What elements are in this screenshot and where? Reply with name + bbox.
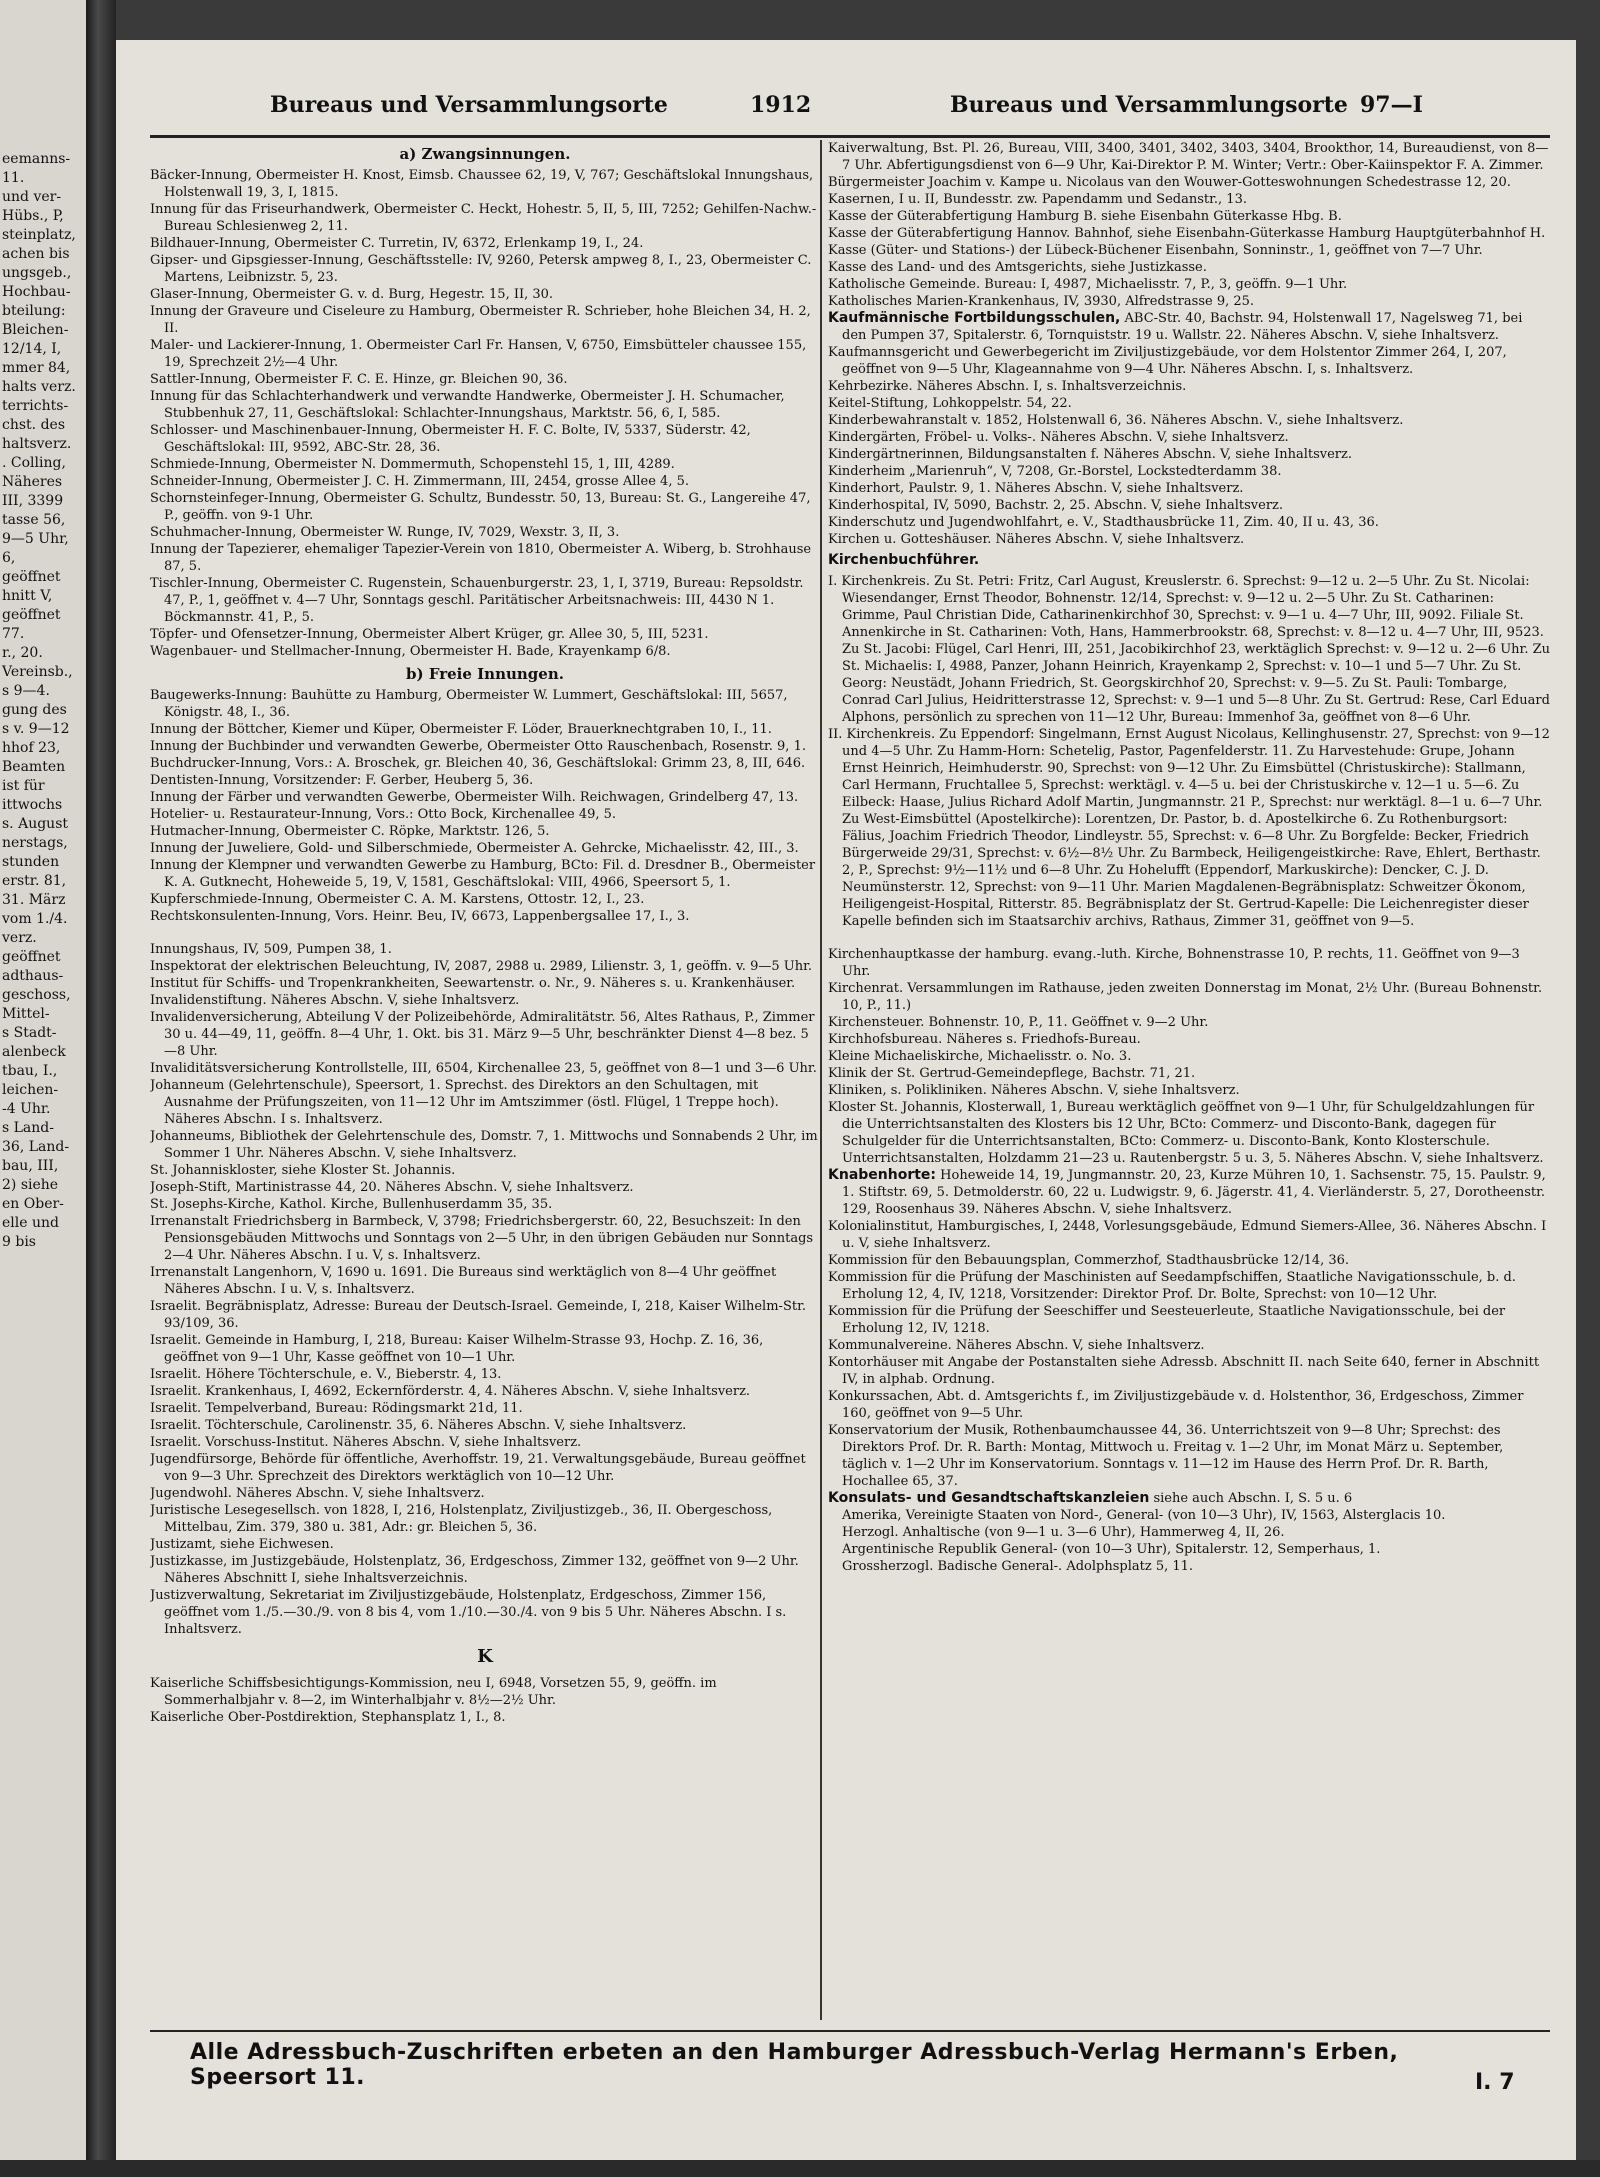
konsulats-item: Grossherzogl. Badische General-. Adolphsplatz 5, 11. (842, 1559, 1194, 1574)
left-page-fragment: Hochbau- (2, 284, 71, 300)
left-page-fragment: haltsverz. (2, 436, 72, 452)
left-page-fragment: Beamten (2, 759, 66, 775)
left-page-fragment: -4 Uhr. (2, 1101, 51, 1117)
right-mid-entry: Kirchen u. Gotteshäuser. Näheres Abschn. V, siehe Inhaltsverz. (828, 532, 1245, 547)
right-lower-entry: Kliniken, s. Polikliniken. Näheres Abschn. V, siehe Inhaltsverz. (828, 1083, 1240, 1098)
misc-entry: Johanneum (Gelehrtenschule), Speersort, 1. Sprechst. des Direktors an den Schultagen, mit Ausnahme der Prüfungszeiten, von 11—12 Uhr im Amtszimmer (östl. Flügel, 1 Treppe hoch). Näheres Abschn. I s. Inhaltsverz. (150, 1078, 779, 1127)
left-page-fragment: elle und (2, 1215, 59, 1231)
kirchen-title: Kirchenbuchführer. (828, 552, 980, 568)
misc-entry: Johanneums, Bibliothek der Gelehrtenschule des, Domstr. 7, 1. Mittwochs und Sonnabends 2 Uhr, im Sommer 1 Uhr. Näheres Abschn. V, siehe Inhaltsverz. (150, 1129, 818, 1161)
kirchen-list (828, 573, 1550, 930)
k-entry: Kaiserliche Ober-Postdirektion, Stephansplatz 1, I., 8. (150, 1710, 506, 1725)
header-right-title: Bureaus und Versammlungsorte (950, 92, 1348, 118)
right-top-entry: Kasse der Güterabfertigung Hamburg B. siehe Eisenbahn Güterkasse Hbg. B. (828, 209, 1342, 224)
left-page-fragment: erstr. 81, (2, 873, 67, 889)
freie-entry: Hotelier- u. Restaurateur-Innung, Vors.: Otto Bock, Kirchenallee 49, 5. (150, 807, 617, 822)
freie-entry: Dentisten-Innung, Vorsitzender: F. Gerber, Heuberg 5, 36. (150, 773, 534, 788)
zwangs-list (150, 167, 820, 660)
left-page-fragment: achen bis (2, 246, 70, 262)
freie-entry: Innung der Klempner und verwandten Gewerbe zu Hamburg, BCto: Fil. d. Dresdner B., Obermeister K. A. Gutknecht, Hoheweide 5, 19, V, 1581, Geschäftslokal: VIII, 4966, Speersort 5, 1. (150, 858, 816, 890)
footer-rule (150, 2030, 1550, 2032)
left-page-fragment: bteilung: (2, 303, 66, 319)
zwangs-entry: Innung für das Schlachterhandwerk und verwandte Handwerke, Obermeister J. H. Schumacher, Stubbenhuk 27, 11, Geschäftslokal: Schlachter-Innungshaus, Marktstr. 56, 6, I, 585. (150, 389, 785, 421)
right-lower-list (828, 946, 1550, 1167)
right-lower-entry: Kirchenhauptkasse der hamburg. evang.-luth. Kirche, Bohnenstrasse 10, P. rechts, 11. Geöffnet von 9—3 Uhr. (828, 947, 1520, 979)
left-page-fragment: 2) siehe (2, 1177, 59, 1193)
left-page-fragment: hnitt V, (2, 588, 53, 604)
kaufm-entry (828, 310, 1550, 344)
left-page-fragment: geschoss, (2, 987, 71, 1003)
left-page-fragment: eemanns- (2, 151, 71, 167)
misc-entry: Justizamt, siehe Eichwesen. (150, 1537, 334, 1552)
left-page-fragment: alenbeck (2, 1044, 66, 1060)
freie-entry: Innung der Buchbinder und verwandten Gewerbe, Obermeister Otto Rauschenbach, Rosenstr. 9, 1. (150, 739, 806, 754)
page-header (150, 92, 1550, 132)
left-page-fragment: gung des (2, 702, 67, 718)
left-page-fragment: r., 20. (2, 645, 43, 661)
misc-entry: Israelit. Höhere Töchterschule, e. V., Bieberstr. 4, 13. (150, 1367, 502, 1382)
right-top-entry: Kasse der Güterabfertigung Hannov. Bahnhof, siehe Eisenbahn-Güterkasse Hamburg Hauptgüterbahnhof H. (828, 226, 1546, 241)
zwangs-entry: Innung der Tapezierer, ehemaliger Tapezier-Verein von 1810, Obermeister A. Wiberg, b. Strohhause 87, 5. (150, 542, 812, 574)
right-top-entry: Bürgermeister Joachim v. Kampe u. Nicolaus van den Wouwer-Gotteswohnungen Schedestrasse 12, 20. (828, 175, 1511, 190)
left-page-edge (0, 0, 86, 2177)
left-page-fragment: en Ober- (2, 1196, 64, 1212)
right-mid-entry: Kindergärten, Fröbel- u. Volks-. Näheres Abschn. V, siehe Inhaltsverz. (828, 430, 1289, 445)
left-page-fragment: ungsgeb., (2, 265, 72, 281)
zwangs-entry: Schornsteinfeger-Innung, Obermeister G. Schultz, Bundesstr. 50, 13, Bureau: St. G., Langereihe 47, P., geöffn. von 9-1 Uhr. (150, 491, 811, 523)
freie-entry: Kupferschmiede-Innung, Obermeister C. A. M. Karstens, Ottostr. 12, I., 23. (150, 892, 645, 907)
left-page-fragments (0, 0, 86, 1252)
zwangs-entry: Tischler-Innung, Obermeister C. Rugenstein, Schauenburgerstr. 23, 1, I, 3719, Bureau: Repsoldstr. 47, P., 1, geöffnet v. 4—7 Uhr, Sonntags geschl. Paritätischer Arbeitsnachweis: III, 4430 N 1. Böckmannstr. 41, P., 5. (150, 576, 804, 625)
left-page-fragment: ist für (2, 778, 45, 794)
misc-entry: Israelit. Gemeinde in Hamburg, I, 218, Bureau: Kaiser Wilhelm-Strasse 93, Hochp. Z. 16, 36, geöffnet von 9—1 Uhr, Kasse geöffnet von 10—1 Uhr. (150, 1333, 764, 1365)
knaben-title: Knabenhorte: (828, 1167, 937, 1183)
zwangs-entry: Gipser- und Gipsgiesser-Innung, Geschäftsstelle: IV, 9260, Petersk ampweg 8, I., 23, Obermeister C. Martens, Leibnizstr. 5, 23. (150, 253, 812, 285)
right-bottom-entry: Kolonialinstitut, Hamburgisches, I, 2448, Vorlesungsgebäude, Edmund Siemers-Allee, 36. Näheres Abschn. I u. V, siehe Inhaltsverz. (828, 1219, 1547, 1251)
freie-entry: Buchdrucker-Innung, Vors.: A. Broschek, gr. Bleichen 40, 36, Geschäftslokal: Grimm 23, 8, III, 646. (150, 756, 806, 771)
left-page-fragment: 9 bis (2, 1234, 36, 1250)
misc-entry: Innungshaus, IV, 509, Pumpen 38, 1. (150, 942, 392, 957)
right-bottom-list (828, 1218, 1550, 1490)
misc-entry: St. Josephs-Kirche, Kathol. Kirche, Bullenhuserdamm 35, 35. (150, 1197, 553, 1212)
left-page-fragment: tasse 56, (2, 512, 66, 528)
header-year: 1912 (750, 92, 812, 118)
left-page-fragment: Vereinsb., (2, 664, 73, 680)
misc-entry: St. Johanniskloster, siehe Kloster St. Johannis. (150, 1163, 456, 1178)
section-title-k: K (477, 1646, 493, 1667)
misc-entry: Invalidenstiftung. Näheres Abschn. V, siehe Inhaltsverz. (150, 993, 520, 1008)
left-page-fragment: 77. (2, 626, 25, 642)
right-lower-entry: Kirchhofsbureau. Näheres s. Friedhofs-Bureau. (828, 1032, 1141, 1047)
right-top-entry: Kasernen, I u. II, Bundesstr. zw. Papendamm und Sedanstr., 13. (828, 192, 1247, 207)
left-page-fragment: s v. 9—12 (2, 721, 70, 737)
right-bottom-entry: Konkurssachen, Abt. d. Amtsgerichts f., im Ziviljustizgebäude v. d. Holstenthor, 36, Erdgeschoss, Zimmer 160, geöffnet von 9—5 Uhr. (828, 1389, 1524, 1421)
konsulats-text: siehe auch Abschn. I, S. 5 u. 6 (1153, 1491, 1353, 1506)
misc-entry: Juristische Lesegesellsch. von 1828, I, 216, Holstenplatz, Ziviljustizgeb., 36, II. Obergeschoss, Mittelbau, Zim. 379, 380 u. 381, Adr.: gr. Bleichen 5, 36. (150, 1503, 773, 1535)
misc-entry: Israelit. Tempelverband, Bureau: Rödingsmarkt 21d, 11. (150, 1401, 523, 1416)
left-page-fragment: s 9—4. (2, 683, 50, 699)
left-page-fragment: s Land- (2, 1120, 54, 1136)
right-mid-entry: Keitel-Stiftung, Lohkoppelstr. 54, 22. (828, 396, 1072, 411)
misc-entry: Irrenanstalt Friedrichsberg in Barmbeck, V, 3798; Friedrichsbergerstr. 60, 22, Besuchszeit: In den Pensionsgebäuden Mittwochs und Sonntags von 2—5 Uhr, in den übrigen Gebäuden nur Sonntags 2—4 Uhr. Näheres Abschn. I u. V, s. Inhaltsverz. (150, 1214, 814, 1263)
zwangs-entry: Innung für das Friseurhandwerk, Obermeister C. Heckt, Hohestr. 5, II, 5, III, 7252; Gehilfen-Nachw.-Bureau Schlesienweg 2, 11. (150, 202, 817, 234)
konsulats-item: Amerika, Vereinigte Staaten von Nord-, General- (von 10—3 Uhr), IV, 1563, Alsterglacis 10. (842, 1508, 1446, 1523)
left-page-fragment: geöffnet (2, 607, 61, 623)
right-mid-entry: Kinderschutz und Jugendwohlfahrt, e. V., Stadthausbrücke 11, Zim. 40, II u. 43, 36. (828, 515, 1379, 530)
left-page-fragment: Mittel- (2, 1006, 50, 1022)
zwangs-entry: Maler- und Lackierer-Innung, 1. Obermeister Carl Fr. Hansen, V, 6750, Eimsbütteler chaussee 155, 19, Sprechzeit 2½—4 Uhr. (150, 338, 807, 370)
left-page-fragment: s Stadt- (2, 1025, 57, 1041)
left-page-fragment: 36, Land- (2, 1139, 70, 1155)
freie-list (150, 687, 820, 925)
konsulats-item: Argentinische Republik General- (von 10—3 Uhr), Spitalerstr. 12, Semperhaus, 1. (842, 1542, 1381, 1557)
left-page-fragment: terrichts- (2, 398, 69, 414)
right-mid-entry: Kindergärtnerinnen, Bildungsanstalten f. Näheres Abschn. V, siehe Inhaltsverz. (828, 447, 1352, 462)
left-page-fragment: und ver- (2, 189, 62, 205)
konsulats-entry (828, 1490, 1550, 1507)
left-page-fragment: adthaus- (2, 968, 64, 984)
freie-entry: Innung der Färber und verwandten Gewerbe, Obermeister Wilh. Reichwagen, Grindelberg 47, 13. (150, 790, 799, 805)
left-page-fragment: 12/14, I, (2, 341, 62, 357)
header-left-title: Bureaus und Versammlungsorte (270, 92, 668, 118)
freie-entry: Hutmacher-Innung, Obermeister C. Röpke, Marktstr. 126, 5. (150, 824, 550, 839)
left-page-fragment: tbau, I., (2, 1063, 58, 1079)
left-page-fragment: nerstags, (2, 835, 68, 851)
right-top-entry: Kasse des Land- und des Amtsgerichts, siehe Justizkasse. (828, 260, 1207, 275)
zwangs-entry: Sattler-Innung, Obermeister F. C. E. Hinze, gr. Bleichen 90, 36. (150, 372, 568, 387)
left-page-fragment: halts verz. (2, 379, 76, 395)
freie-entry: Innung der Juweliere, Gold- und Silberschmiede, Obermeister A. Gehrcke, Michaelisstr. 42, III., 3. (150, 841, 799, 856)
zwangs-entry: Innung der Graveure und Ciseleure zu Hamburg, Obermeister R. Schrieber, hohe Bleichen 34, H. 2, II. (150, 304, 811, 336)
section-title-freie-innungen: b) Freie Innungen. (406, 665, 564, 683)
right-top-entry: Katholische Gemeinde. Bureau: I, 4987, Michaelisstr. 7, P., 3, geöffn. 9—1 Uhr. (828, 277, 1348, 292)
scan-bottom-edge (0, 2160, 1600, 2177)
left-page-fragment: 11. (2, 170, 25, 186)
right-column (820, 140, 1550, 2020)
left-page-fragment: stunden (2, 854, 60, 870)
left-page-fragment: steinplatz, (2, 227, 76, 243)
misc-entry: Israelit. Begräbnisplatz, Adresse: Bureau der Deutsch-Israel. Gemeinde, I, 218, Kaiser Wilhelm-Str. 93/109, 36. (150, 1299, 806, 1331)
left-page-fragment: 9—5 Uhr, (2, 531, 69, 547)
kirchen-entry: II. Kirchenkreis. Zu Eppendorf: Singelmann, Ernst August Nicolaus, Kellinghusenstr. 27, Sprechst: von 9—12 und 4—5 Uhr. Zu Hamm-Horn: Schetelig, Pastor, Pagenfelderstr. 11. Zu Harvestehude: Grupe, Johann Ernst Heinrich, Heimhuderstr. 90, Sprechst: von 9—12 Uhr. Zu Eimsbüttel (Christuskirche): Stallmann, Carl Hermann, Fruchtallee 5, Sprechst: werktägl. v. 4—5 u. bei der Christuskirche v. 12—1 u. 5—6. Zu Eilbeck: Haase, Julius Richard Adolf Martin, Jungmannstr. 21 P., Sprechst: nur werktägl. 8—1 u. 6—7 Uhr. Zu West-Eimsbüttel (Apostelkirche): Lorentzen, Dr. Pastor, b. d. Apostelkirche 6. Zu Rothenburgsort: Fälius, Joachim Friedrich Theodor, Lindleystr. 55, Sprechst: v. 6—8 Uhr. Zu Borgfelde: Becker, Friedrich Bürgerweide 29/31, Sprechst: v. 6½—8½ Uhr. Zu Barmbeck, Heiligengeistkirche: Rave, Ehlert, Berthastr. 2, P., Sprechst: 9½—11½ und 6—8 Uhr. Zu Hohelufft (Eppendorf, Markuskirche): Dencker, C. J. D. Neumünsterstr. 12, Sprechst: von 9—11 Uhr. Marien Magdalenen-Begräbnisplatz: Schweitzer Ökonom, Heiligengeist-Hospital, Ritterstr. 85. Begräbnisplatz der St. Gertrud-Kapelle: Die Leichenregister dieser Kapelle befinden sich im Staatsarchiv archivs, Rathaus, Zimmer 31, geöffnet von 9—5. (828, 727, 1550, 929)
k-entry: Kaiserliche Schiffsbesichtigungs-Kommission, neu I, 6948, Vorsetzen 55, 9, geöffn. im Sommerhalbjahr v. 8—2, im Winterhalbjahr v. 8½—2½ Uhr. (150, 1676, 717, 1708)
misc-entry: Joseph-Stift, Martinistrasse 44, 20. Näheres Abschn. V, siehe Inhaltsverz. (150, 1180, 634, 1195)
footer-notice: Alle Adressbuch-Zuschriften erbeten an den Hamburger Adressbuch-Verlag Hermann's Erben, Speersort 11. (190, 2040, 1399, 2090)
right-lower-entry: Klinik der St. Gertrud-Gemeindepflege, Bachstr. 71, 21. (828, 1066, 1196, 1081)
kirchen-entry: I. Kirchenkreis. Zu St. Petri: Fritz, Carl August, Kreuslerstr. 6. Sprechst: 9—12 u. 2—5 Uhr. Zu St. Nicolai: Wiesendanger, Ernst Theodor, Bohnenstr. 12/14, Sprechst: v. 9—12 u. 2—5 Uhr. Zu St. Catharinen: Grimme, Paul Christian Dide, Catharinenkirchhof 30, Sprechst: v. 9—1 u. 4—7 Uhr, III, 9092. Filiale St. Annenkirche in St. Catharinen: Voth, Hans, Hammerbrookstr. 68, Sprechst: v. 8—12 u. 4—7 Uhr, III, 9523. Zu St. Jacobi: Flügel, Carl Henri, III, 251, Jacobikirchhof 23, werktäglich Sprechst: v. 9—12 u. 2—6 Uhr. Zu St. Michaelis: I, 4988, Panzer, Johann Heinrich, Krayenkamp 2, Sprechst: v. 10—1 und 5—7 Uhr. Zu St. Georg: Neustädt, Johann Friedrich, St. Georgskirchhof 20, Sprechst: v. 9—5. Zu St. Pauli: Tombarge, Conrad Carl Julius, Heidritterstrasse 12, Sprechst: v. 9—1 und 5—8 Uhr. Zu St. Gertrud: Rese, Carl Eduard Alphons, persönlich zu sprechen von 11—12 Uhr, Bureau: Immenhof 3a, geöffnet von 8—6 Uhr. (828, 574, 1550, 725)
book-spine (86, 0, 116, 2177)
konsulats-list (828, 1507, 1550, 1575)
zwangs-entry: Bildhauer-Innung, Obermeister C. Turretin, IV, 6372, Erlenkamp 19, I., 24. (150, 236, 644, 251)
right-top-entry: Katholisches Marien-Krankenhaus, IV, 3930, Alfredstrasse 9, 25. (828, 294, 1255, 309)
left-page-fragment: 31. März (2, 892, 66, 908)
misc-entry: Jugendfürsorge, Behörde für öffentliche, Averhoffstr. 19, 21. Verwaltungsgebäude, Bureau geöffnet von 9—3 Uhr. Sprechzeit des Direktors werktäglich von 10—12 Uhr. (150, 1452, 806, 1484)
zwangs-entry: Schneider-Innung, Obermeister J. C. H. Zimmermann, III, 2454, grosse Allee 4, 5. (150, 474, 689, 489)
misc-entry: Justizkasse, im Justizgebäude, Holstenplatz, 36, Erdgeschoss, Zimmer 132, geöffnet von 9—2 Uhr. Näheres Abschnitt I, siehe Inhaltsverzeichnis. (150, 1554, 799, 1586)
left-page-fragment: 6, (2, 550, 16, 566)
misc-entry: Israelit. Töchterschule, Carolinenstr. 35, 6. Näheres Abschn. V, siehe Inhaltsverz. (150, 1418, 687, 1433)
left-page-fragment: chst. des (2, 417, 65, 433)
kaufm-title: Kaufmännische Fortbildungsschulen, (828, 310, 1121, 326)
right-mid-entry: Kaufmannsgericht und Gewerbegericht im Ziviljustizgebäude, vor dem Holstentor Zimmer 264, I, 207, geöffnet von 9—5 Uhr, Klageannahme von 9—4 Uhr. Näheres Abschn. I, s. Inhaltsverz. (828, 345, 1507, 377)
misc-entry: Institut für Schiffs- und Tropenkrankheiten, Seewartenstr. o. Nr., 9. Näheres s. u. Krankenhäuser. (150, 976, 796, 991)
misc-list (150, 941, 820, 1638)
kaufm-text: ABC-Str. 40, Bachstr. 94, Holstenwall 17, Nagelsweg 71, bei den Pumpen 37, Spitalerstr. 6, Tornquiststr. 19 u. Wallstr. 22. Näheres Abschn. V, siehe Inhaltsverz. (842, 311, 1523, 343)
right-bottom-entry: Kommission für den Bebauungsplan, Commerzhof, Stadthausbrücke 12/14, 36. (828, 1253, 1350, 1268)
left-page-fragment: mmer 84, (2, 360, 71, 376)
left-page-fragment: Hübs., P, (2, 208, 64, 224)
right-bottom-entry: Kommunalvereine. Näheres Abschn. V, siehe Inhaltsverz. (828, 1338, 1205, 1353)
freie-entry: Baugewerks-Innung: Bauhütte zu Hamburg, Obermeister W. Lummert, Geschäftslokal: III, 5657, Königstr. 48, I., 36. (150, 688, 788, 720)
left-page-fragment: hhof 23, (2, 740, 61, 756)
right-mid-entry: Kinderheim „Marienruh“, V, 7208, Gr.-Borstel, Lockstedterdamm 38. (828, 464, 1282, 479)
zwangs-entry: Töpfer- und Ofensetzer-Innung, Obermeister Albert Krüger, gr. Allee 30, 5, III, 5231. (150, 627, 709, 642)
konsulats-title: Konsulats- und Gesandtschaftskanzleien (828, 1490, 1150, 1506)
left-page-fragment: III, 3399 (2, 493, 64, 509)
left-page-fragment: Bleichen- (2, 322, 69, 338)
section-title-zwangsinnungen: a) Zwangsinnungen. (399, 145, 571, 163)
left-page-fragment: s. August (2, 816, 69, 832)
left-column (150, 140, 820, 2020)
left-page-fragment: Näheres (2, 474, 63, 490)
misc-entry: Jugendwohl. Näheres Abschn. V, siehe Inhaltsverz. (150, 1486, 485, 1501)
left-page-fragment: ittwochs (2, 797, 63, 813)
header-rule (150, 135, 1550, 138)
right-top-list (828, 140, 1550, 310)
left-page-fragment: geöffnet (2, 569, 61, 585)
zwangs-entry: Bäcker-Innung, Obermeister H. Knost, Eimsb. Chaussee 62, 19, V, 767; Geschäftslokal Innungshaus, Holstenwall 19, 3, I, 1815. (150, 168, 814, 200)
left-page-fragment: . Colling, (2, 455, 66, 471)
header-page: 97—I (1360, 92, 1423, 118)
right-bottom-entry: Kontorhäuser mit Angabe der Postanstalten siehe Adressb. Abschnitt II. nach Seite 640, ferner in Abschnitt IV, in alphab. Ordnung. (828, 1355, 1540, 1387)
misc-entry: Irrenanstalt Langenhorn, V, 1690 u. 1691. Die Bureaus sind werktäglich von 8—4 Uhr geöffnet Näheres Abschn. I u. V, s. Inhaltsverz. (150, 1265, 777, 1297)
misc-entry: Israelit. Vorschuss-Institut. Näheres Abschn. V, siehe Inhaltsverz. (150, 1435, 582, 1450)
zwangs-entry: Wagenbauer- und Stellmacher-Innung, Obermeister H. Bade, Krayenkamp 6/8. (150, 644, 671, 659)
right-lower-entry: Kleine Michaeliskirche, Michaelisstr. o. No. 3. (828, 1049, 1132, 1064)
right-bottom-entry: Kommission für die Prüfung der Maschinisten auf Seedampfschiffen, Staatliche Navigationsschule, b. d. Erholung 12, 4, IV, 1218, Vorsitzender: Direktor Prof. Dr. Bolte, Sprechst: von 10—12 Uhr. (828, 1270, 1516, 1302)
zwangs-entry: Schuhmacher-Innung, Obermeister W. Runge, IV, 7029, Wexstr. 3, II, 3. (150, 525, 620, 540)
misc-entry: Invaliditätsversicherung Kontrollstelle, III, 6504, Kirchenallee 23, 5, geöffnet von 8—1 und 3—6 Uhr. (150, 1061, 817, 1076)
left-page-fragment: verz. (2, 930, 37, 946)
k-list (150, 1675, 820, 1726)
knaben-text: Hoheweide 14, 19, Jungmannstr. 20, 23, Kurze Mühren 10, 1. Sachsenstr. 75, 15. Paulstr. 9, 1. Stiftstr. 69, 5. Detmolderstr. 60, 22 u. Ludwigstr. 9, 6. Jägerstr. 41, 4. Vierländerstr. 5, 27, Dorotheenstr. 129, Roosenhaus 39. Näheres Abschn. V, siehe Inhaltsverz. (842, 1168, 1546, 1217)
zwangs-entry: Schmiede-Innung, Obermeister N. Dommermuth, Schopenstehl 15, 1, III, 4289. (150, 457, 675, 472)
right-bottom-entry: Konservatorium der Musik, Rothenbaumchaussee 44, 36. Unterrichtszeit von 9—8 Uhr; Sprechst: des Direktors Prof. Dr. R. Barth: Montag, Mittwoch u. Freitag v. 1—2 Uhr, im Monat März u. September, täglich v. 1—2 Uhr im Konservatorium. Sonntags v. 11—12 im Hause des Herrn Prof. Dr. R. Barth, Hochallee 65, 37. (828, 1423, 1504, 1489)
right-bottom-entry: Kommission für die Prüfung der Seeschiffer und Seesteuerleute, Staatliche Navigationsschule, bei der Erholung 12, IV, 1218. (828, 1304, 1506, 1336)
right-mid-entry: Kinderhospital, IV, 5090, Bachstr. 2, 25. Abschn. V, siehe Inhaltsverz. (828, 498, 1284, 513)
left-page-fragment: bau, III, (2, 1158, 59, 1174)
left-page-fragment: vom 1./4. (2, 911, 68, 927)
page-number: I. 7 (1475, 2070, 1515, 2095)
freie-entry: Innung der Böttcher, Kiemer und Küper, Obermeister F. Löder, Brauerknechtgraben 10, I., 11. (150, 722, 772, 737)
zwangs-entry: Glaser-Innung, Obermeister G. v. d. Burg, Hegestr. 15, II, 30. (150, 287, 554, 302)
misc-entry: Inspektorat der elektrischen Beleuchtung, IV, 2087, 2988 u. 2989, Lilienstr. 3, 1, geöffn. v. 9—5 Uhr. (150, 959, 812, 974)
right-lower-entry: Kloster St. Johannis, Klosterwall, 1, Bureau werktäglich geöffnet von 9—1 Uhr, für Schulgeldzahlungen für die Unterrichtsanstalten des Klosters bis 12 Uhr, BCto: Commerz- und Disconto-Bank, dagegen für Schulgelder für die Unterrichtsanstalten, BCto: Commerz- u. Disconto-Bank, Konto Klosterschule. Unterrichtsanstalten, Holzdamm 21—23 u. Rautenbergstr. 5 u. 3, 5. Näheres Abschn. V, siehe Inhaltsverz. (828, 1100, 1544, 1166)
konsulats-item: Herzogl. Anhaltische (von 9—1 u. 3—6 Uhr), Hammerweg 4, II, 26. (842, 1525, 1285, 1540)
left-page-fragment: leichen- (2, 1082, 59, 1098)
knaben-entry (828, 1167, 1550, 1218)
right-top-entry: Kasse (Güter- und Stations-) der Lübeck-Büchener Eisenbahn, Sonninstr., 1, geöffnet von 7—7 Uhr. (828, 243, 1483, 258)
right-mid-entry: Kinderhort, Paulstr. 9, 1. Näheres Abschn. V, siehe Inhaltsverz. (828, 481, 1244, 496)
misc-entry: Justizverwaltung, Sekretariat im Ziviljustizgebäude, Holstenplatz, Erdgeschoss, Zimmer 156, geöffnet vom 1./5.—30./9. von 8 bis 4, vom 1./10.—30./4. von 9 bis 5 Uhr. Näheres Abschn. I s. Inhaltsverz. (150, 1588, 787, 1637)
right-top-entry: Kaiverwaltung, Bst. Pl. 26, Bureau, VIII, 3400, 3401, 3402, 3403, 3404, Brookthor, 14, Bureaudienst, von 8—7 Uhr. Abfertigungsdienst von 6—9 Uhr, Kai-Direktor P. M. Winter; Vertr.: Ober-Kaiinspektor F. A. Zimmer. (828, 141, 1549, 173)
right-lower-entry: Kirchenrat. Versammlungen im Rathause, jeden zweiten Donnerstag im Monat, 2½ Uhr. (Bureau Bohnenstr. 10, P., 11.) (828, 981, 1543, 1013)
misc-entry: Israelit. Krankenhaus, I, 4692, Eckernförderstr. 4, 4. Näheres Abschn. V, siehe Inhaltsverz. (150, 1384, 751, 1399)
right-lower-entry: Kirchensteuer. Bohnenstr. 10, P., 11. Geöffnet v. 9—2 Uhr. (828, 1015, 1209, 1030)
zwangs-entry: Schlosser- und Maschinenbauer-Innung, Obermeister H. F. C. Bolte, IV, 5337, Süderstr. 42, Geschäftslokal: III, 9592, ABC-Str. 28, 36. (150, 423, 751, 455)
right-mid-entry: Kinderbewahranstalt v. 1852, Holstenwall 6, 36. Näheres Abschn. V., siehe Inhaltsverz. (828, 413, 1404, 428)
freie-entry: Rechtskonsulenten-Innung, Vors. Heinr. Beu, IV, 6673, Lappenbergsallee 17, I., 3. (150, 909, 690, 924)
misc-entry: Invalidenversicherung, Abteilung V der Polizeibehörde, Admiralitätstr. 56, Altes Rathaus, P., Zimmer 30 u. 44—49, 11, geöffn. 8—4 Uhr, 1. Okt. bis 31. März 9—5 Uhr, beschränkter Dienst 4—8 bez. 5—8 Uhr. (150, 1010, 815, 1059)
right-mid-list (828, 344, 1550, 548)
right-mid-entry: Kehrbezirke. Näheres Abschn. I, s. Inhaltsverzeichnis. (828, 379, 1187, 394)
left-page-fragment: geöffnet (2, 949, 61, 965)
